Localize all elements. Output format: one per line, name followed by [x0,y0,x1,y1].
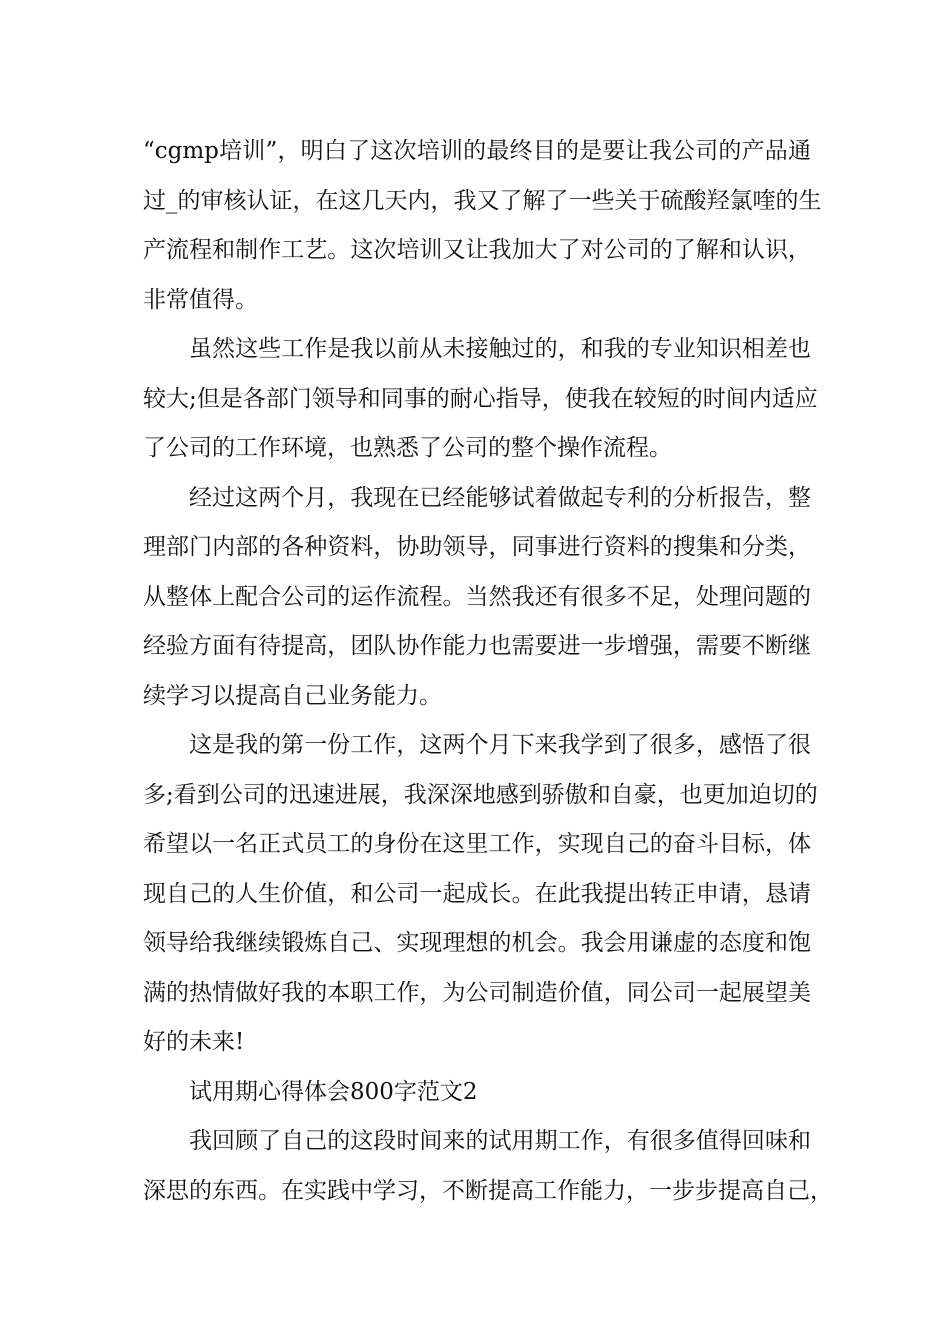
paragraph-first-line: 这是我的第一份工作，这两个月下来我学到了很多，感悟了很 [189,732,811,758]
text-line: 过_的审核认证，在这几天内，我又了解了一些关于硫酸羟氯喹的生 [143,187,822,214]
paragraph-first-line: 我回顾了自己的这段时间来的试用期工作，有很多值得回味和 [189,1128,811,1154]
paragraph-first-line: 虽然这些工作是我以前从未接触过的，和我的专业知识相差也 [189,336,811,362]
text-line: 续学习以提高自己业务能力。 [143,682,442,709]
text-line: 理部门内部的各种资料，协助领导，同事进行资料的搜集和分类， [143,534,811,560]
text-line: 深思的东西。在实践中学习，不断提高工作能力，一步步提高自己， [143,1177,833,1204]
text-line: 非常值得。 [143,286,258,313]
text-line: 较大;但是各部门领导和同事的耐心指导，使我在较短的时间内适应 [143,385,818,412]
paragraph-first-line: 经过这两个月，我现在已经能够试着做起专利的分析报告，整 [189,484,811,511]
text-line: 好的未来! [143,1029,245,1055]
text-line: “cgmp培训”，明白了这次培训的最终目的是要让我公司的产品通 [143,138,811,164]
text-line: 领导给我继续锻炼自己、实现理想的机会。我会用谦虚的态度和饱 [143,930,811,956]
section-heading: 试用期心得体会800字范文2 [189,1078,478,1105]
text-line: 从整体上配合公司的运作流程。当然我还有很多不足，处理问题的 [143,583,811,610]
text-line: 希望以一名正式员工的身份在这里工作，实现自己的奋斗目标，体 [143,831,811,857]
text-line: 现自己的人生价值，和公司一起成长。在此我提出转正申请，恳请 [143,880,811,907]
text-line: 了公司的工作环境，也熟悉了公司的整个操作流程。 [143,435,672,461]
text-line: 多;看到公司的迅速进展，我深深地感到骄傲和自豪，也更加迫切的 [143,781,818,808]
text-line: 经验方面有待提高，团队协作能力也需要进一步增强，需要不断继 [143,633,811,659]
text-line: 产流程和制作工艺。这次培训又让我加大了对公司的了解和认识， [143,237,811,263]
text-line: 满的热情做好我的本职工作，为公司制造价值，同公司一起展望美 [143,979,811,1006]
document-body [143,127,833,1216]
